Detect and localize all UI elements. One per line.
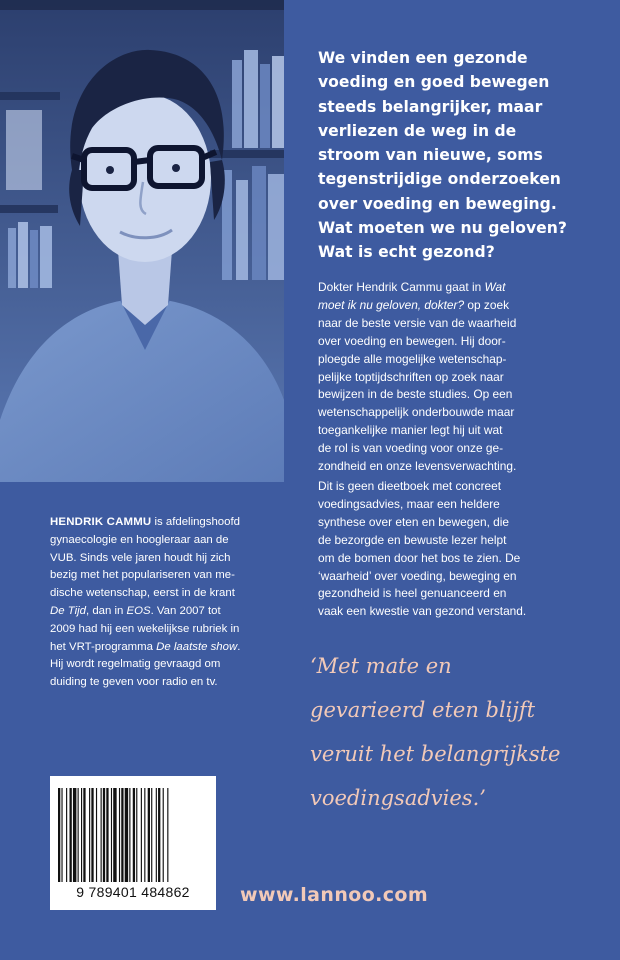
barcode-bar	[144, 788, 145, 882]
description-line: vaak een kwestie van gezond verstand.	[318, 604, 527, 619]
bio-line	[50, 639, 282, 657]
bio-text: , dan in	[85, 604, 127, 617]
bio-text: is afdelingshoofd	[151, 516, 240, 528]
lead-line: tegenstrijdige onderzoeken	[318, 170, 561, 189]
description-line: ploegde alle mogelijke wetenschap-	[318, 351, 507, 366]
quote-line: gevarieerd eten blijft	[310, 698, 536, 722]
author-photo	[0, 0, 284, 482]
lead-line: verliezen de weg in de	[318, 121, 517, 140]
bio-text: het VRT-programma	[50, 640, 157, 653]
author-bio	[50, 514, 282, 692]
barcode-bar	[73, 788, 76, 882]
quote-line: veruit het belangrijkste	[310, 742, 561, 766]
barcode-bar	[111, 788, 112, 882]
tv-show-title: De laatste show	[156, 640, 238, 653]
description-line: wetenschappelijk onderbouwde maar	[318, 405, 515, 420]
barcode-bar	[70, 788, 72, 882]
description-line: zondheid en onze levensverwachting.	[318, 459, 517, 474]
magazine-title: EOS	[126, 604, 151, 617]
description-line: over voeding en bewegen. Hij door-	[318, 333, 506, 348]
description-text: Dokter Hendrik Cammu gaat in	[318, 280, 485, 294]
barcode-bar	[141, 788, 142, 882]
lead-line: voeding en goed bewegen	[318, 73, 550, 92]
barcode-bar	[151, 788, 152, 882]
barcode-bar	[78, 788, 79, 882]
description-line: de bezorgde en bewuste lezer helpt	[318, 532, 507, 547]
author-portrait-illustration	[0, 0, 284, 482]
barcode-bar	[156, 788, 157, 882]
description-line: toegankelijke manier legt hij uit wat	[318, 423, 503, 438]
bio-line: 2009 had hij een wekelijkse rubriek in	[50, 622, 240, 635]
lead-line: stroom van nieuwe, soms	[318, 146, 543, 165]
description-line: bewijzen in de beste studies. Op een	[318, 387, 513, 402]
quote-line: voedingsadvies.’	[310, 786, 486, 810]
barcode-bar	[101, 788, 102, 882]
barcode-bar	[119, 788, 120, 882]
barcode-bar	[136, 788, 137, 882]
barcode-bar	[81, 788, 82, 882]
lead-line: over voeding en beweging.	[318, 194, 557, 213]
description-line: synthese over eten en bewegen, die	[318, 514, 510, 529]
barcode-bar	[83, 788, 85, 882]
lead-line: Wat is echt gezond?	[318, 243, 495, 262]
lead-line: steeds belangrijker, maar	[318, 97, 543, 116]
isbn-number: 9 789401 484862	[76, 884, 190, 900]
barcode	[50, 776, 216, 910]
barcode-bar	[91, 788, 93, 882]
description-line	[318, 297, 610, 315]
publisher-url: www.lannoo.com	[240, 884, 429, 906]
description-text: op zoek	[464, 297, 510, 312]
author-name: HENDRIK CAMMU	[50, 516, 152, 528]
book-title-italic: Wat	[484, 280, 506, 294]
quote-line: ‘Met mate en	[310, 654, 452, 678]
pull-quote	[310, 644, 615, 820]
barcode-bar	[158, 788, 160, 882]
barcode-bar	[61, 788, 62, 882]
barcode-bar	[125, 788, 128, 882]
barcode-bar	[58, 788, 60, 882]
barcode-bar	[103, 788, 105, 882]
description-paragraph-1	[318, 279, 610, 476]
bio-line: gynaecologie en hoogleraar aan de	[50, 533, 229, 546]
description-line: om de bomen door het bos te zien. De	[318, 550, 521, 565]
barcode-bar	[89, 788, 90, 882]
description-line: Dit is geen dieetboek met concreet	[318, 479, 502, 493]
newspaper-title: De Tijd	[50, 604, 86, 617]
bio-line: duiding te geven voor radio en tv.	[50, 676, 218, 689]
bio-line	[50, 603, 282, 621]
description-line: gezondheid is heel genuanceerd en	[318, 586, 507, 601]
barcode-bars	[58, 788, 208, 882]
barcode-bar	[96, 788, 97, 882]
bio-line	[50, 514, 282, 532]
barcode-bar	[106, 788, 108, 882]
description-line: naar de beste versie van de waarheid	[318, 315, 517, 330]
barcode-bar	[133, 788, 135, 882]
bio-text: . Van 2007 tot	[150, 604, 221, 617]
barcode-bar	[66, 788, 67, 882]
barcode-bar	[121, 788, 123, 882]
bio-line: Hij wordt regelmatig gevraagd om	[50, 658, 221, 671]
barcode-bar	[167, 788, 168, 882]
lead-line: We vinden een gezonde	[318, 49, 528, 67]
bio-line: bezig met het populariseren van me-	[50, 569, 235, 582]
description-line: de rol is van voeding voor onze ge-	[318, 441, 504, 456]
description-paragraph-2	[318, 478, 610, 621]
book-title-italic: moet ik nu geloven, dokter?	[318, 297, 465, 312]
bio-line: VUB. Sinds vele jaren houdt hij zich	[50, 551, 231, 564]
barcode-bar	[163, 788, 164, 882]
description-line: pelijke toptijdschriften op zoek naar	[318, 369, 504, 384]
barcode-bar	[148, 788, 150, 882]
lead-paragraph	[318, 46, 610, 265]
barcode-bar	[129, 788, 130, 882]
bio-text: .	[237, 640, 241, 653]
barcode-bar	[113, 788, 116, 882]
description-line	[318, 279, 610, 297]
lead-line: Wat moeten we nu geloven?	[318, 219, 567, 238]
bio-line: dische wetenschap, eerst in de krant	[50, 587, 235, 600]
description-line: ‘waarheid’ over voeding, beweging en	[318, 568, 517, 583]
description-line: voedingsadvies, maar een heldere	[318, 496, 500, 511]
